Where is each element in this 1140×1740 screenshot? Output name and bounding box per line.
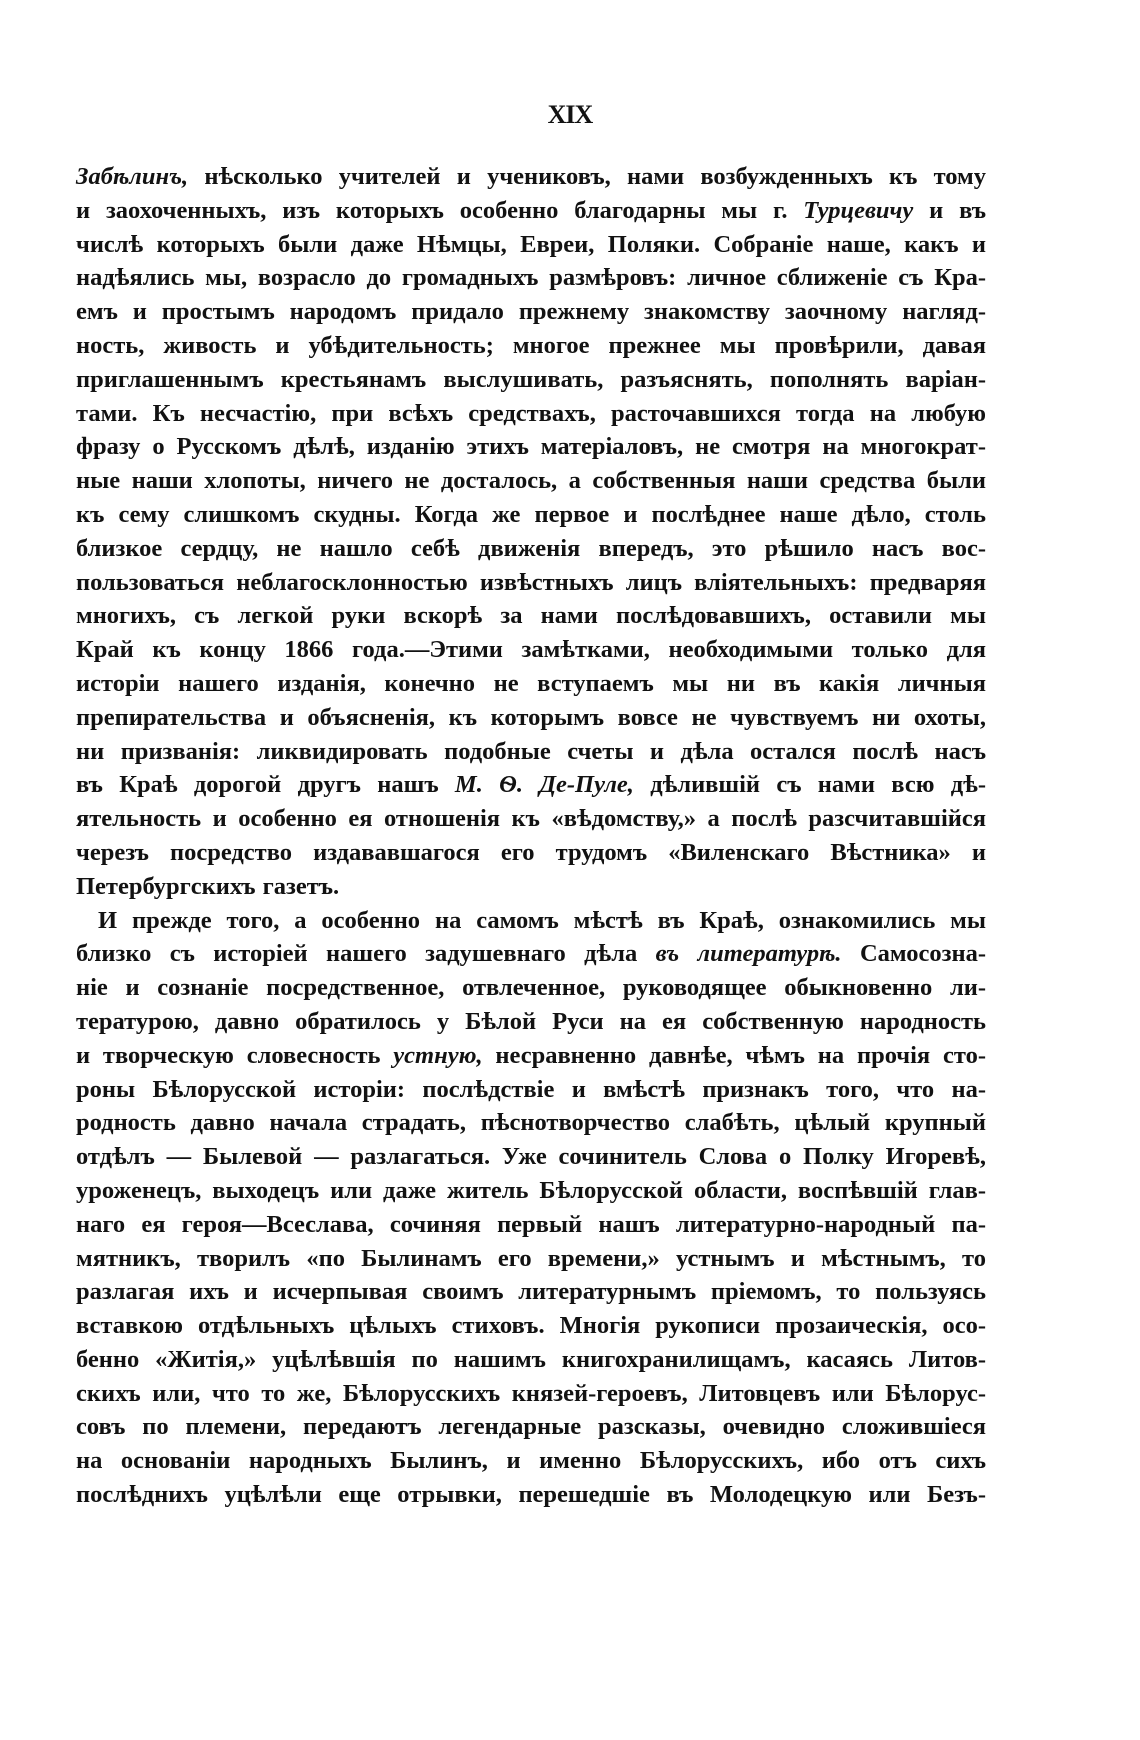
text-line: [76, 1174, 986, 1208]
text-segment: уроженецъ, выходецъ или даже житель Бѣлорусской области, воспѣвшій глав-: [76, 1176, 986, 1204]
text-segment: черезъ посредство издававшагося его трудомъ «Виленскаго Вѣстника» и: [76, 838, 986, 866]
text-segment: вставкою отдѣльныхъ цѣлыхъ стиховъ. Многія рукописи прозаическія, осо-: [76, 1312, 986, 1340]
text-segment: нѣсколько учителей и учениковъ, нами возбужденныхъ къ тому: [188, 163, 986, 190]
text-line: [76, 397, 986, 431]
text-line: [76, 701, 986, 735]
text-segment: И прежде того, а особенно на самомъ мѣстѣ въ Краѣ, ознакомились мы: [98, 906, 986, 934]
text-line: [76, 599, 986, 633]
text-segment: числѣ которыхъ были даже Нѣмцы, Евреи, Поляки. Собраніе наше, какъ и: [76, 230, 986, 258]
text-line: [76, 329, 986, 363]
text-line: [76, 633, 986, 667]
text-segment: ность, живость и убѣдительность; многое прежнее мы провѣрили, давая: [76, 331, 986, 359]
text-line: [76, 1039, 986, 1073]
text-segment: на основаніи народныхъ Былинъ, и именно Бѣлорусскихъ, ибо отъ сихъ: [76, 1447, 986, 1475]
text-line: [76, 1005, 986, 1039]
text-segment: дѣлившій съ нами всю дѣ-: [633, 771, 986, 799]
text-segment: въ Краѣ дорогой другъ нашъ: [76, 771, 455, 799]
text-segment: Петербургскихъ газетъ.: [76, 872, 340, 900]
text-line: [76, 768, 986, 802]
text-segment: скихъ или, что то же, Бѣлорусскихъ князей-героевъ, Литовцевъ или Бѣлорус-: [76, 1379, 986, 1407]
text-line: [76, 261, 986, 295]
italic-text: устную,: [393, 1041, 483, 1069]
text-segment: ни призванія: ликвидировать подобные счеты и дѣла остался послѣ насъ: [76, 737, 986, 765]
text-segment: послѣднихъ уцѣлѣли еще отрывки, перешедшіе въ Молодецкую или Безъ-: [76, 1481, 986, 1509]
text-line: [76, 1073, 986, 1107]
text-segment: разлагая ихъ и исчерпывая своимъ литературнымъ пріемомъ, то пользуясь: [76, 1278, 986, 1306]
italic-text: Забѣлинъ,: [76, 163, 189, 190]
italic-text: въ литературѣ.: [655, 940, 842, 968]
text-segment: и въ: [913, 196, 986, 224]
text-segment: ятельность и особенно ея отношенія къ «вѣдомству,» а послѣ разсчитавшійся: [76, 805, 986, 833]
text-line: [76, 228, 986, 262]
text-line: [76, 464, 986, 498]
text-segment: препирательства и объясненія, къ которымъ вовсе не чувствуемъ ни охоты,: [76, 703, 986, 731]
text-line: [76, 1478, 986, 1512]
text-line: [76, 904, 986, 938]
text-line: [76, 295, 986, 329]
page-number: XIX: [547, 100, 593, 129]
text-segment: фразу о Русскомъ дѣлѣ, изданію этихъ матеріаловъ, не смотря на многократ-: [76, 433, 986, 461]
text-line: [76, 160, 986, 194]
text-line: [76, 1410, 986, 1444]
text-line: [76, 498, 986, 532]
text-segment: надѣялись мы, возрасло до громадныхъ размѣровъ: личное сближеніе съ Кра-: [76, 264, 986, 292]
text-segment: бенно «Житія,» уцѣлѣвшія по нашимъ книгохранилищамъ, касаясь Литов-: [76, 1345, 986, 1373]
text-line: [76, 1140, 986, 1174]
text-line: [76, 1242, 986, 1276]
text-segment: исторіи нашего изданія, конечно не вступаемъ мы ни въ какія личныя: [76, 669, 986, 697]
text-line: [76, 194, 986, 228]
text-segment: родность давно начала страдать, пѣснотворчество слабѣть, цѣлый крупный: [76, 1109, 986, 1137]
text-segment: несравненно давнѣе, чѣмъ на прочія сто-: [482, 1041, 986, 1069]
text-line: [76, 735, 986, 769]
text-line: [76, 836, 986, 870]
text-line: [76, 1377, 986, 1411]
text-segment: Край къ концу 1866 года.—Этими замѣтками, необходимыми только для: [76, 636, 986, 664]
text-segment: ные наши хлопоты, ничего не досталось, а собственныя наши средства были: [76, 467, 986, 495]
text-line: [76, 667, 986, 701]
text-line: [76, 870, 986, 904]
text-segment: и заохоченныхъ, изъ которыхъ особенно благодарны мы г.: [76, 196, 804, 224]
text-line: [76, 1208, 986, 1242]
text-segment: близкое сердцу, не нашло себѣ движенія впередъ, это рѣшило насъ вос-: [76, 534, 986, 562]
text-line: [76, 566, 986, 600]
text-segment: отдѣлъ — Былевой — разлагаться. Уже сочинитель Слова о Полку Игоревѣ,: [76, 1143, 986, 1171]
text-segment: приглашеннымъ крестьянамъ выслушивать, разъяснять, пополнять варіан-: [76, 365, 986, 393]
text-segment: и творческую словесность: [76, 1041, 394, 1069]
text-segment: мятникъ, творилъ «по Былинамъ его времени,» устнымъ и мѣстнымъ, то: [76, 1244, 986, 1272]
text-segment: пользоваться неблагосклонностью извѣстныхъ лицъ вліятельныхъ: предваряя: [76, 568, 986, 596]
text-line: [76, 1106, 986, 1140]
text-line: [76, 1444, 986, 1478]
text-line: [76, 1343, 986, 1377]
text-line: [76, 1309, 986, 1343]
text-line: [76, 430, 986, 464]
text-segment: ніе и сознаніе посредственное, отвлеченное, руководящее обыкновенно ли-: [76, 974, 986, 1002]
text-segment: наго ея героя—Всеслава, сочиняя первый нашъ литературно-народный па-: [76, 1210, 986, 1238]
text-segment: тературою, давно обратилось у Бѣлой Руси на ея собственную народность: [76, 1007, 986, 1035]
text-line: [76, 1275, 986, 1309]
text-segment: Самосозна-: [841, 940, 986, 968]
text-line: [76, 532, 986, 566]
italic-text: М. Ѳ. Де-Пуле,: [454, 771, 634, 799]
text-segment: тами. Къ несчастію, при всѣхъ средствахъ, расточавшихся тогда на любую: [76, 399, 986, 427]
text-segment: совъ по племени, передаютъ легендарные разсказы, очевидно сложившіеся: [76, 1413, 986, 1441]
body-text: [76, 160, 986, 1512]
text-line: [76, 363, 986, 397]
text-segment: емъ и простымъ народомъ придало прежнему знакомству заочному нагляд-: [76, 298, 986, 326]
text-segment: многихъ, съ легкой руки вскорѣ за нами послѣдовавшихъ, оставили мы: [76, 602, 986, 630]
italic-text: Турцевичу: [803, 196, 914, 224]
text-line: [76, 802, 986, 836]
text-segment: къ сему слишкомъ скудны. Когда же первое и послѣднее наше дѣло, столь: [76, 500, 986, 528]
text-segment: роны Бѣлорусской исторіи: послѣдствіе и вмѣстѣ признакъ того, что на-: [76, 1075, 986, 1103]
text-segment: близко съ исторіей нашего задушевнаго дѣла: [76, 940, 656, 968]
text-line: [76, 937, 986, 971]
text-line: [76, 971, 986, 1005]
